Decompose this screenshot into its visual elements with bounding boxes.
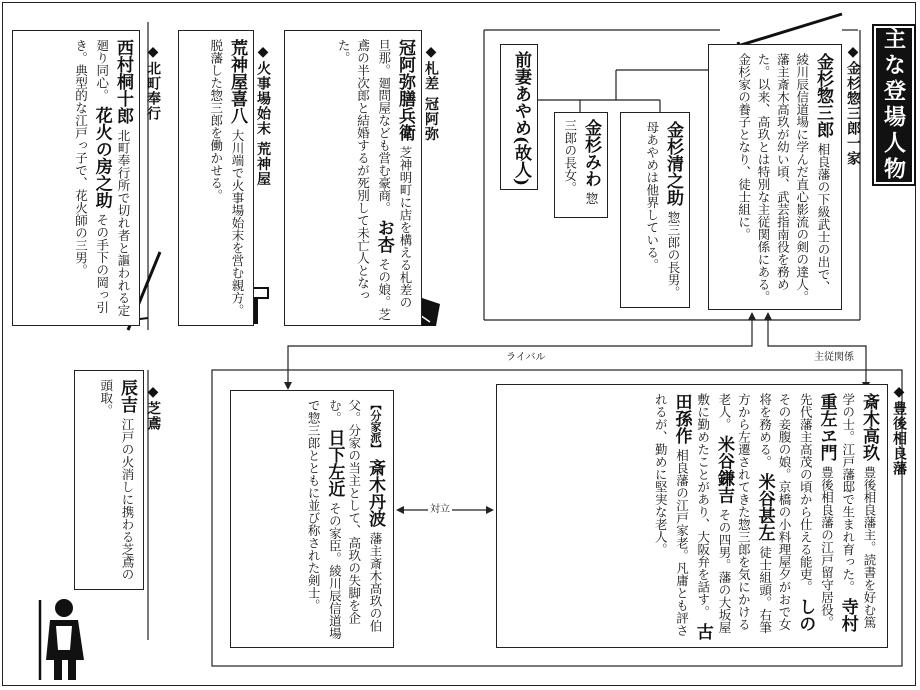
desc-yoneya-kamakichi: その四男。藩の大坂屋敷に勤めたことがあり、大阪弁を話す。 [695,393,732,634]
desc-furuta: 相良藩の江戸家老。凡庸とも評されるが、勤めに堅実な老人。 [653,393,690,637]
card-miwa [554,112,608,218]
desc-hanabi: その手下の岡っ引き。典型的な江戸っ子で、花火師の三男。 [73,39,110,314]
name-okyo: お杏 [373,219,394,254]
name-ayame: 前妻あやめ(故人) [511,51,531,187]
group-hikeshi: ◆火事場始末 荒神屋 [255,44,271,187]
name-kanbei: 冠阿弥膳兵衛 [395,39,415,141]
group-kitamachi: ◆北町奉行 [145,44,161,121]
name-miwa: 金杉みわ [581,119,601,187]
name-seinosuke: 金杉清之助 [663,121,683,206]
name-hanabi: 花火の房之助 [91,106,112,209]
page-title: 主な登場人物 [872,24,916,186]
name-takayoshi: 斎木高玖 [859,393,879,461]
group-fudasashi: ◆札差 冠阿弥 [423,44,439,142]
name-nishimura: 西村桐十郎 [113,39,133,124]
card-bungo-left [230,390,394,648]
group-bungo: ◆豊後相良藩 [891,384,907,476]
name-tatsukichi: 辰吉 [117,379,137,413]
desc-tanba: 藩主斎木高玖の伯父。分家の当主として、高玖の失脚を企む。 [327,399,383,633]
name-tanba: 斎木丹波 [365,459,385,528]
desc-miwa: 惣三郎の長女。 [562,119,599,205]
name-furuta: 古田孫作 [671,393,713,641]
name-teramura: 寺村重左ヱ門 [816,393,858,633]
group-kanasugi: ◆金杉惣三郎一家 [845,44,861,166]
card-fudasashi [284,30,422,326]
desc-okyo: その娘。芝鳶の半次郎と結婚するが死別して未亡人となった。 [336,39,392,321]
desc-tatsukichi: 江戸の火消しに携わる芝鳶の頭取。 [98,379,135,581]
desc-kihachi: 大川端で火事場始末を営む親方。脱藩した惣三郎を働かせる。 [208,39,245,317]
desc-seinosuke: 惣三郎の長男。母あやめは他界している。 [644,121,681,299]
desc-yoneya-jinza: 徒士組頭。右筆方から左遷されてきた惣三郎を気にかける老人。 [717,393,773,634]
group-shiba: ◆芝鳶 [145,384,161,431]
card-kihachi [178,30,254,326]
desc-souzaburo: 相良藩の下級武士の出で、綾川辰信道場に学んだ直心影流の剣の達人。藩主斎木高玖が幼い頃、武芸指南役を務めた。以来、高玖とは特別な主従関係にある。金杉家の養子となり、徒士組に。 [736,53,831,303]
tag-bunke: 【分家派】 [369,399,382,454]
name-souzaburo: 金杉惣三郎 [813,53,833,138]
fireman-icon [40,599,84,680]
desc-hige: その家臣。綾川辰信道場で惣三郎とともに並び称された剣士。 [306,399,343,640]
label-master: 主従関係 [812,348,856,363]
name-yoneya-jinza: 米谷甚左 [754,473,775,542]
desc-teramura: 豊後相良藩の江戸留守居役。先代藩主高茂の頃から仕える能吏。 [798,393,835,629]
desc-takayoshi: 豊後相良藩主。読書を好む篤学の士。江戸藩邸で生まれ育った。 [840,393,877,629]
card-ayame [500,44,538,190]
card-souzaburo [708,44,842,310]
desc-kanbei: 芝神明町に店を構える札差の旦那。廻問屋なども営む豪商。 [376,39,413,309]
card-tatsukichi [74,370,144,590]
label-rival: ライバル [504,348,548,363]
name-yoneya-kamakichi: 米谷鎌吉 [714,435,734,504]
name-kihachi: 荒神屋喜八 [227,39,247,124]
card-kitamachi [12,30,140,326]
desc-nishimura: 北町奉行所で切れ者と謳われる定廻り同心。 [94,39,131,317]
desc-shino: その妾腹の娘。京橋の小料理屋夕がおで女将を務める。 [757,393,792,631]
card-seinosuke [620,112,690,308]
name-shino: しの [795,598,816,633]
card-bungo-right [496,384,888,648]
label-oppose: 対立 [428,500,452,515]
name-hige: 日下左近 [324,429,345,498]
